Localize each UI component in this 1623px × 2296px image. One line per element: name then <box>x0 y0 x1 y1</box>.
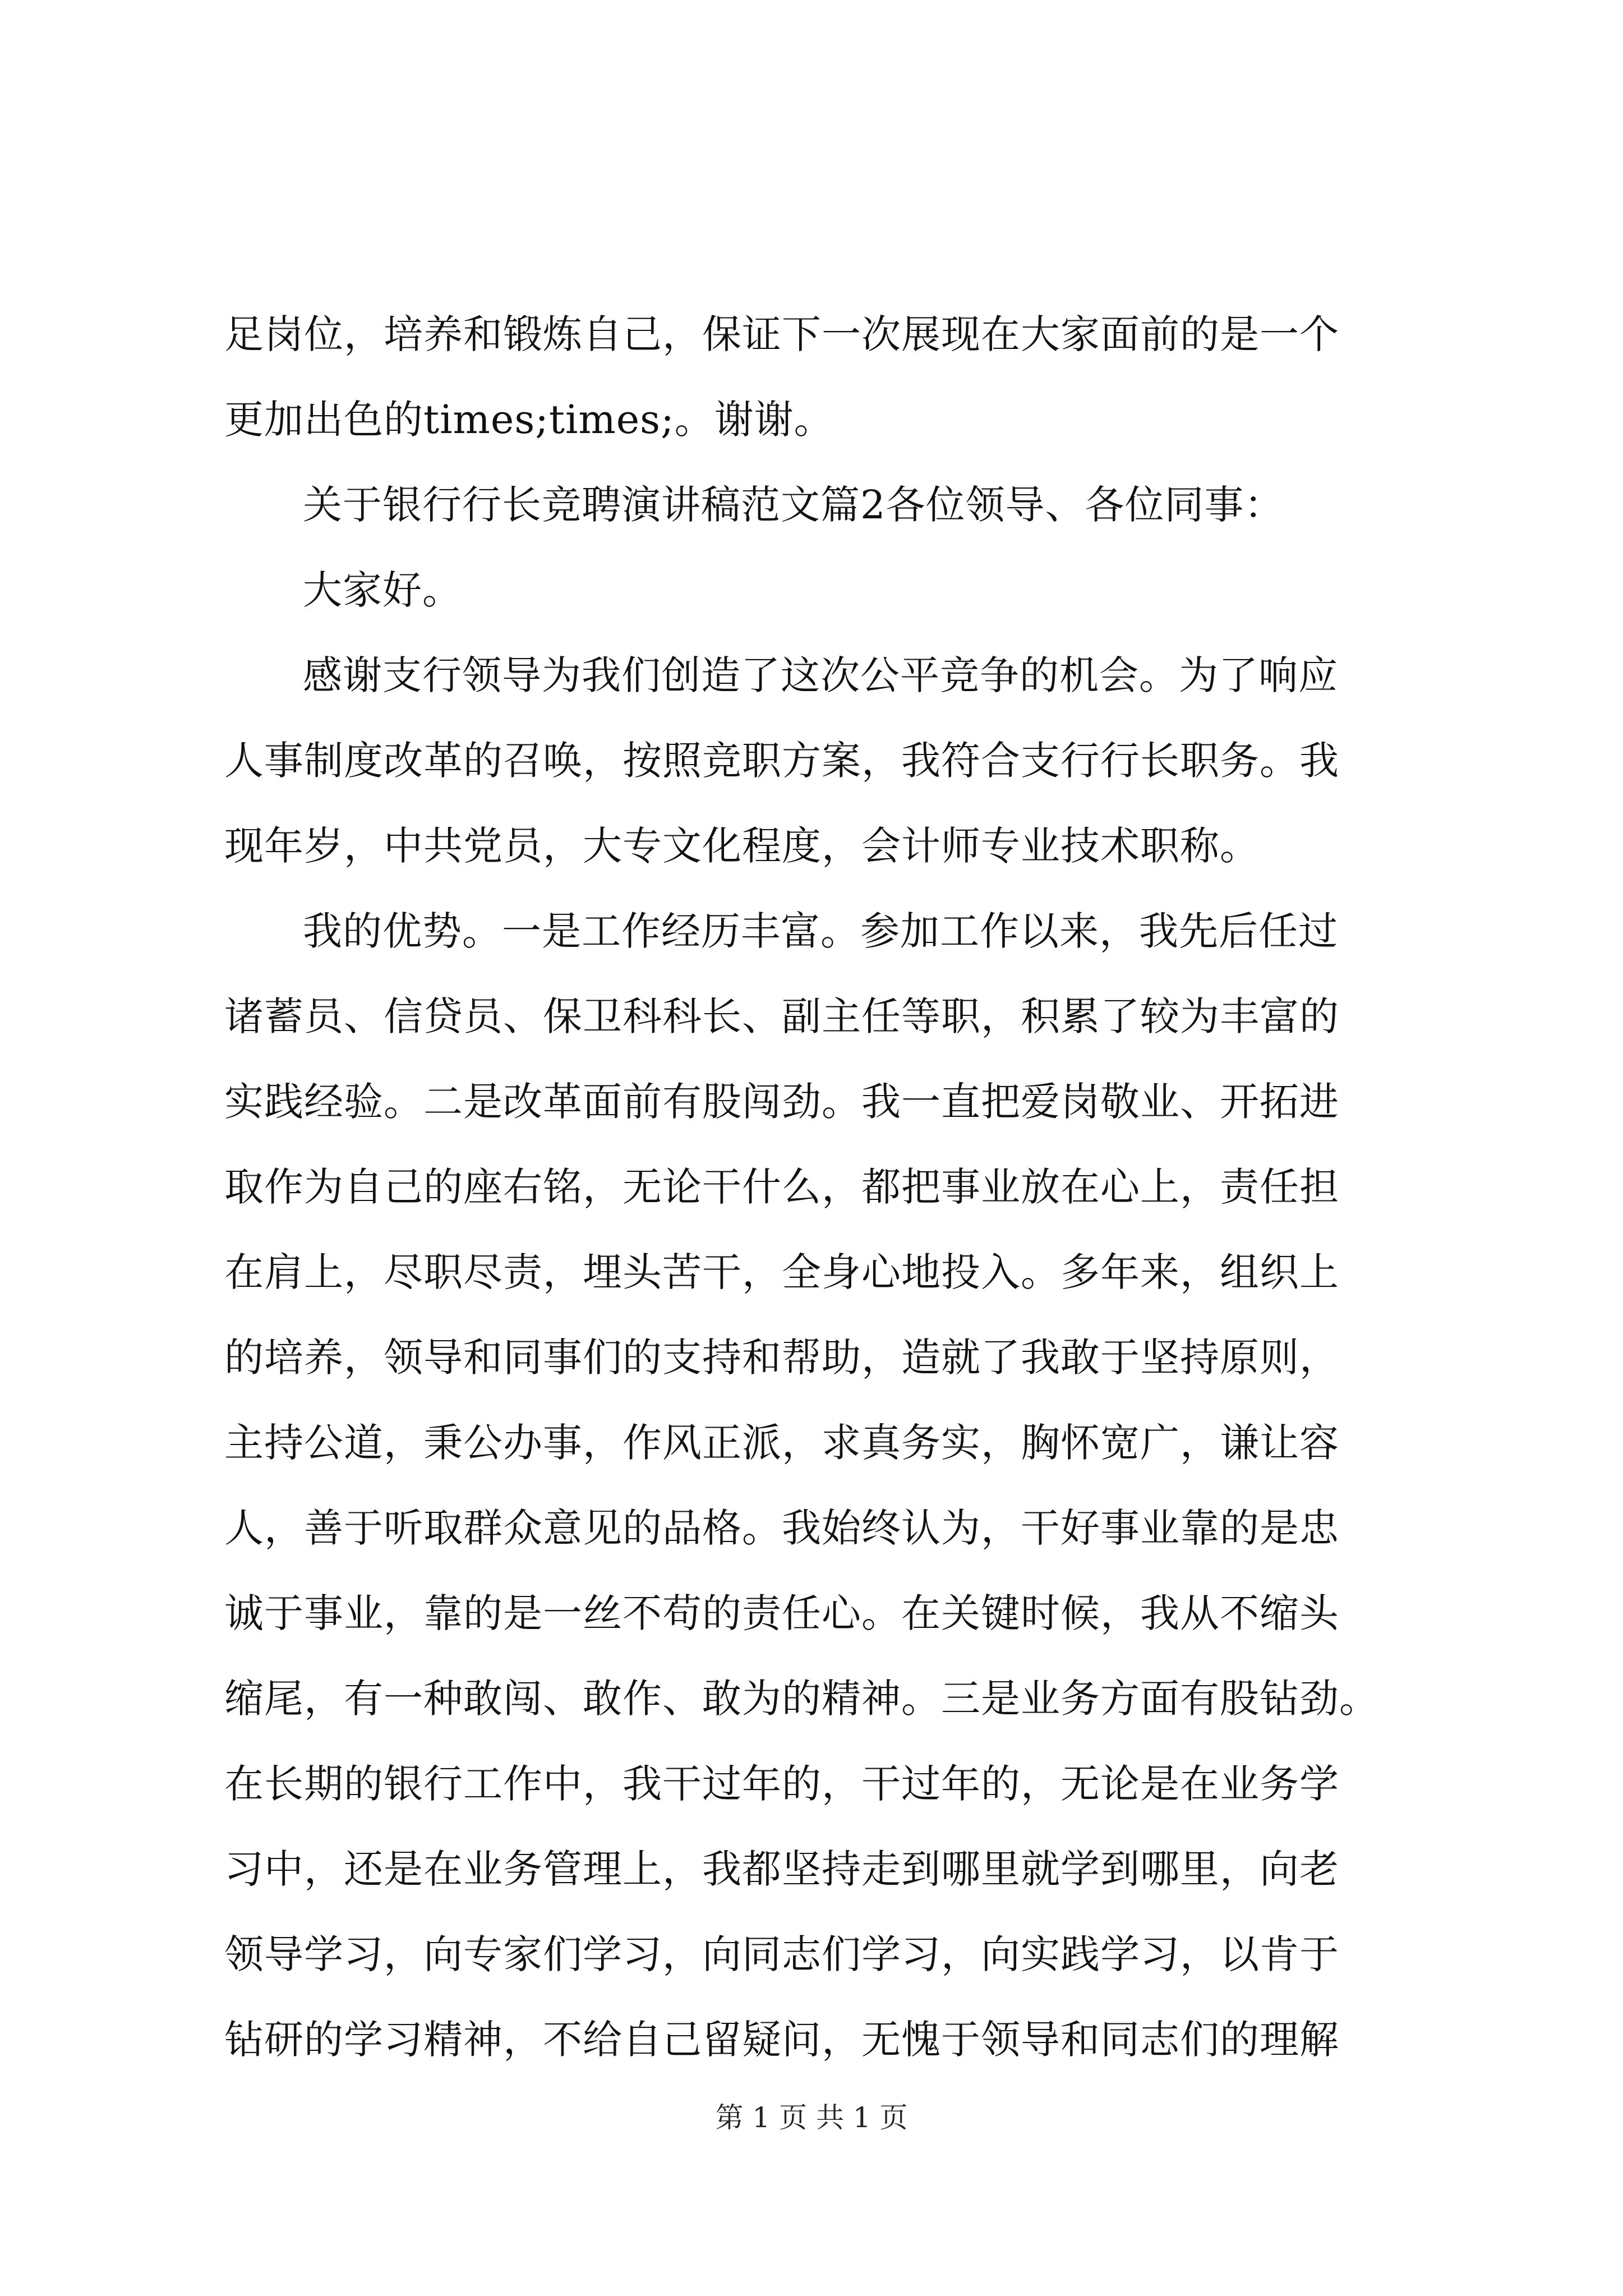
text-line: 实践经验。二是改革面前有股闯劲。我一直把爱岗敬业、开拓进 <box>224 1079 1339 1125</box>
text-line: 缩尾，有一种敢闯、敢作、敢为的精神。三是业务方面有股钻劲。 <box>224 1676 1379 1722</box>
text-line: 感谢支行领导为我们创造了这次公平竞争的机会。为了响应 <box>303 652 1338 698</box>
page-number-footer: 第 1 页 共 1 页 <box>715 2101 908 2134</box>
text-line: 我的优势。一是工作经历丰富。参加工作以来，我先后任过 <box>303 908 1338 954</box>
text-line: 的培养，领导和同事们的支持和帮助，造就了我敢于坚持原则， <box>224 1335 1339 1381</box>
document-body <box>224 292 1447 2082</box>
text-line: 诸蓄员、信贷员、保卫科科长、副主任等职，积累了较为丰富的 <box>224 993 1339 1039</box>
text-line: 人，善于听取群众意见的品格。我始终认为，干好事业靠的是忠 <box>224 1505 1339 1551</box>
greeting-line: 大家好。 <box>303 567 462 613</box>
text-line: 在肩上，尽职尽责，埋头苦干，全身心地投入。多年来，组织上 <box>224 1249 1339 1295</box>
text-line: 取作为自己的座右铭，无论干什么，都把事业放在心上，责任担 <box>224 1164 1339 1210</box>
text-line: 习中，还是在业务管理上，我都坚持走到哪里就学到哪里，向老 <box>224 1846 1339 1892</box>
text-line: 在长期的银行工作中，我干过年的，干过年的，无论是在业务学 <box>224 1761 1339 1807</box>
text-line: 足岗位，培养和锻炼自己，保证下一次展现在大家面前的是一个 <box>224 311 1339 357</box>
text-line: 钻研的学习精神，不给自己留疑问，无愧于领导和同志们的理解 <box>224 2017 1339 2063</box>
text-line: 现年岁，中共党员，大专文化程度，会计师专业技术职称。 <box>224 823 1260 869</box>
text-line: 更加出色的times;times;。谢谢。 <box>224 397 834 443</box>
text-line: 诚于事业，靠的是一丝不苟的责任心。在关键时候，我从不缩头 <box>224 1590 1339 1636</box>
section-heading-line: 关于银行行长竞聘演讲稿范文篇2各位领导、各位同事： <box>303 482 1284 528</box>
text-line: 领导学习，向专家们学习，向同志们学习，向实践学习，以肯于 <box>224 1931 1339 1977</box>
text-line: 主持公道，秉公办事，作风正派，求真务实，胸怀宽广，谦让容 <box>224 1420 1339 1466</box>
text-line: 人事制度改革的召唤，按照竞职方案，我符合支行行长职务。我 <box>224 738 1339 784</box>
